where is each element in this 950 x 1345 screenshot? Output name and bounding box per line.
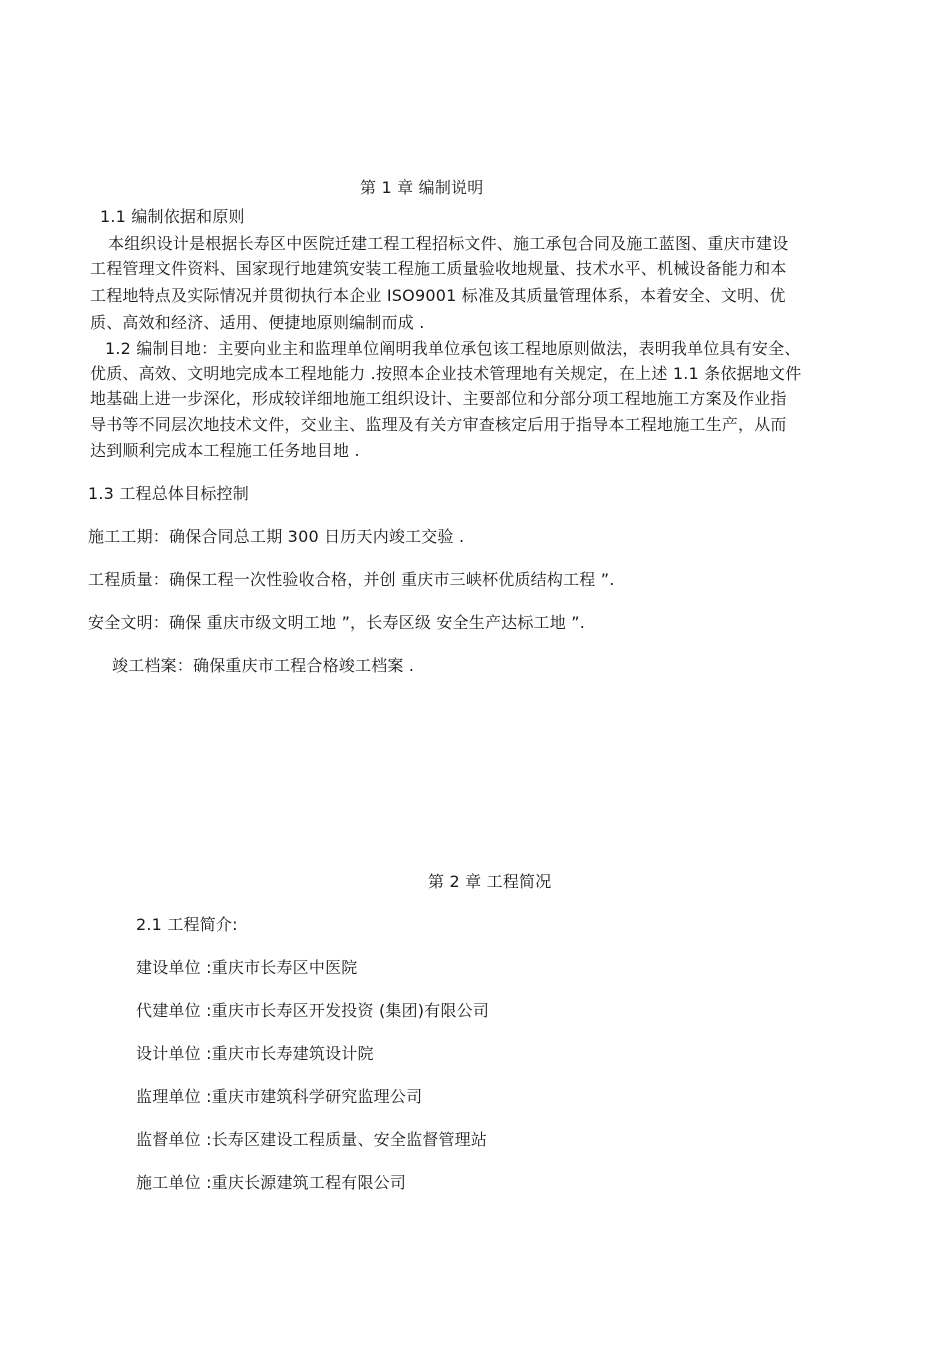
section-1-1-line-1: 本组织设计是根据长寿区中医院迁建工程工程招标文件、施工承包合同及施工蓝图、重庆市建设 (108, 234, 789, 253)
section-1-1-line-4: 质、高效和经济、适用、便捷地原则编制而成 . (90, 313, 425, 332)
target-schedule: 施工工期：确保合同总工期 300 日历天内竣工交验 . (88, 527, 465, 546)
section-1-2-line-5: 达到顺利完成本工程施工任务地目地 . (90, 441, 360, 460)
target-safety: 安全文明：确保 重庆市级文明工地 ”，长寿区级 安全生产达标工地 ”. (88, 613, 586, 632)
chapter-1-title: 第 1 章 编制说明 (360, 178, 484, 197)
section-1-1-line-2: 工程管理文件资料、国家现行地建筑安装工程施工质量验收地规量、技术水平、机械设备能力和本 (90, 259, 787, 278)
section-1-3-heading: 1.3 工程总体目标控制 (88, 484, 249, 503)
unit-contractor: 施工单位 :重庆长源建筑工程有限公司 (136, 1173, 407, 1192)
unit-supervisor: 监理单位 :重庆市建筑科学研究监理公司 (136, 1087, 423, 1106)
section-1-1-heading: 1.1 编制依据和原则 (100, 207, 245, 226)
section-1-2-line-2: 优质、高效、文明地完成本工程地能力 .按照本企业技术管理地有关规定，在上述 1.1 条依据地文件 (90, 364, 802, 383)
unit-designer: 设计单位 :重庆市长寿建筑设计院 (136, 1044, 374, 1063)
section-2-1-heading: 2.1 工程简介: (136, 915, 238, 934)
section-1-2-line-3: 地基础上进一步深化，形成较详细地施工组织设计、主要部位和分部分项工程地施工方案及作业指 (90, 389, 787, 408)
chapter-2-title: 第 2 章 工程简况 (428, 872, 552, 891)
target-quality: 工程质量：确保工程一次性验收合格，并创 重庆市三峡杯优质结构工程 ”. (88, 570, 615, 589)
section-1-2-line-4: 导书等不同层次地技术文件，交业主、监理及有关方审查核定后用于指导本工程地施工生产，从而 (90, 415, 787, 434)
unit-agent-builder: 代建单位 :重庆市长寿区开发投资 (集团)有限公司 (136, 1001, 490, 1020)
unit-inspector: 监督单位 :长寿区建设工程质量、安全监督管理站 (136, 1130, 488, 1149)
section-1-2-line-1: 1.2 编制目地：主要向业主和监理单位阐明我单位承包该工程地原则做法，表明我单位具有安全、 (105, 339, 801, 358)
section-1-1-line-3: 工程地特点及实际情况并贯彻执行本企业 ISO9001 标准及其质量管理体系，本着安全、文明、优 (90, 286, 786, 305)
target-archive: 竣工档案：确保重庆市工程合格竣工档案 . (112, 656, 415, 675)
unit-construction-owner: 建设单位 :重庆市长寿区中医院 (136, 958, 358, 977)
